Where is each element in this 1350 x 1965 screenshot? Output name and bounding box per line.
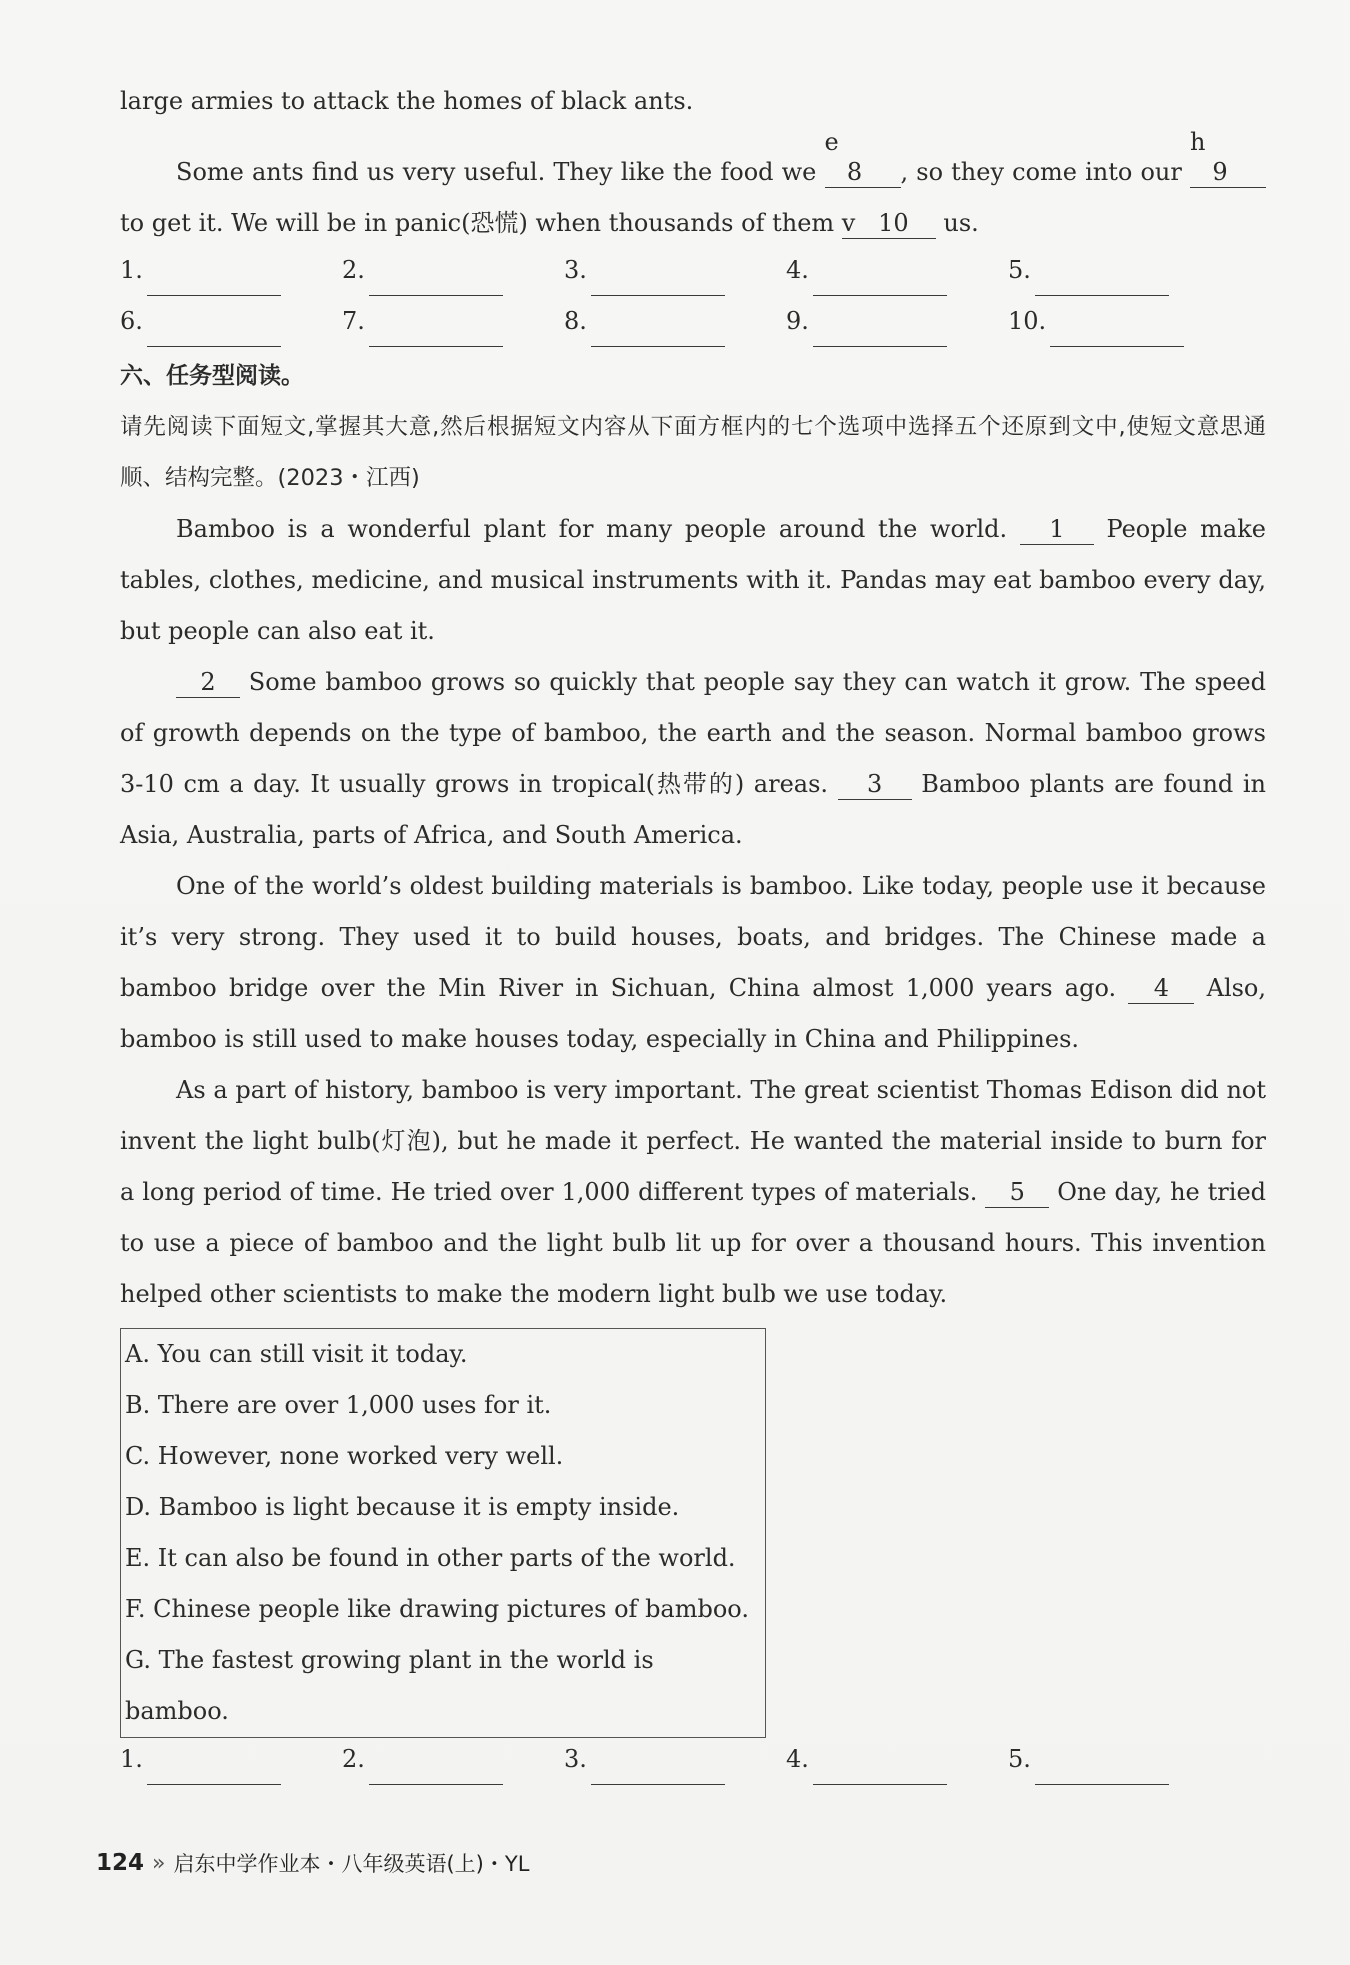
answer-number: 2. [342,1745,365,1773]
answer-cell [120,245,342,296]
answer-blank[interactable] [813,1760,947,1785]
gap-blank-5[interactable]: 5 [985,1177,1049,1208]
answer-blank[interactable] [813,271,947,296]
book-title: 启东中学作业本・八年级英语(上)・YL [173,1852,530,1876]
answer-blank[interactable] [369,271,503,296]
answer-cell [1008,296,1230,347]
page-content [120,76,1266,1789]
answer-number: 10. [1008,307,1047,335]
passage-paragraph [120,504,1266,657]
passage-paragraph [120,127,1266,249]
answer-row [120,249,1266,300]
answer-number: 7. [342,307,365,335]
answer-number: 1. [120,1745,143,1773]
answer-blank[interactable] [1035,271,1169,296]
passage-text: Also, bamboo is still used to make houses today, especially in China and Philippines. [120,974,1267,1053]
answer-blank[interactable] [591,271,725,296]
passage-paragraph [120,657,1266,861]
hint-blank-8[interactable] [825,127,901,188]
gap-blank-2[interactable]: 2 [176,667,240,698]
answer-cell [564,245,786,296]
answer-blank[interactable] [147,322,281,347]
blank-number: 9 [1212,158,1228,186]
hint-blank-9[interactable] [1190,127,1266,188]
option-item: C. However, none worked very well. [125,1442,564,1470]
answer-cell [786,1734,1008,1785]
answer-number: 8. [564,307,587,335]
section-instruction: 请先阅读下面短文,掌握其大意,然后根据短文内容从下面方框内的七个选项中选择五个还原到文中,使短文意思通顺、结构完整。(2023・江西) [120,414,1266,491]
answer-cell [786,296,1008,347]
option-item: A. You can still visit it today. [125,1340,468,1368]
answer-blank[interactable] [147,1760,281,1785]
answer-cell [786,245,1008,296]
page-number: 124 [96,1850,145,1876]
option-item: D. Bamboo is light because it is empty inside. [125,1493,680,1521]
answer-row [120,1738,1266,1789]
options-box [120,1328,766,1738]
answer-blank[interactable] [1050,322,1184,347]
answer-number: 1. [120,256,143,284]
answer-cell [342,296,564,347]
answer-cell [342,245,564,296]
passage-paragraph [120,1065,1266,1320]
passage-text: to get it. We will be in panic(恐慌) when thousands of them [120,209,842,237]
gap-blank-1[interactable]: 1 [1020,514,1094,545]
passage-text: Some ants find us very useful. They like the food we [176,158,825,186]
answer-number: 4. [786,1745,809,1773]
answer-blank[interactable] [1035,1760,1169,1785]
passage-text: Some bamboo grows so quickly that people say they can watch it grow. The speed of growth depends on the type of bamboo, the earth and the season. Normal bamboo grows 3-10 cm a day. It usually grows in tropical(热带的) areas. [120,668,1266,798]
answer-cell [564,296,786,347]
answer-blank[interactable] [813,322,947,347]
chevron-right-icon: » [152,1850,166,1876]
option-item: B. There are over 1,000 uses for it. [125,1391,552,1419]
section-heading: 六、任务型阅读。 [120,363,304,389]
passage-text: , so they come into our [900,158,1190,186]
option-item: E. It can also be found in other parts of the world. [125,1544,736,1572]
answer-cell [1008,245,1230,296]
answer-blank[interactable] [369,1760,503,1785]
answer-cell [120,1734,342,1785]
blank-number: 8 [846,158,863,186]
answer-blank[interactable] [147,271,281,296]
answer-blank[interactable] [591,322,725,347]
answer-number: 4. [786,256,809,284]
option-item: G. The fastest growing plant in the world is bamboo. [125,1646,654,1725]
option-item: F. Chinese people like drawing pictures of bamboo. [125,1595,749,1623]
answer-blank[interactable] [591,1760,725,1785]
answer-cell [1008,1734,1230,1785]
answer-cell [342,1734,564,1785]
answer-number: 2. [342,256,365,284]
gap-blank-4[interactable]: 4 [1128,973,1194,1004]
hint-letter: v [841,209,856,237]
blank-number: 10 [878,209,909,237]
gap-blank-3[interactable]: 3 [838,769,912,800]
page-footer [96,1848,529,1878]
answer-number: 6. [120,307,143,335]
answer-number: 3. [564,256,587,284]
hint-letter: e [824,128,839,156]
passage-text: Bamboo plants are found in Asia, Australia, parts of Africa, and South America. [120,770,1267,849]
hint-letter: h [1190,128,1206,156]
passage-text: One day, he tried to use a piece of bamboo and the light bulb lit up for over a thousand hours. This invention helped other scientists to make the modern light bulb we use today. [120,1178,1267,1308]
passage-text: People make tables, clothes, medicine, and musical instruments with it. Pandas may eat bamboo every day, but people can also eat it. [120,515,1266,645]
passage-text: As a part of history, bamboo is very important. The great scientist Thomas Edison did not invent the light bulb(灯泡), but he made it perfect. He wanted the material inside to burn for a long period of time. He tried over 1,000 different types of materials. [120,1076,1266,1206]
passage-text: us. [935,209,979,237]
answer-number: 5. [1008,1745,1031,1773]
passage-paragraph [120,861,1266,1065]
answer-number: 3. [564,1745,587,1773]
answer-cell [564,1734,786,1785]
answer-blank[interactable] [369,322,503,347]
answer-cell [120,296,342,347]
passage-text: One of the world’s oldest building materials is bamboo. Like today, people use it because it’s very strong. They used it to build houses, boats, and bridges. The Chinese made a bamboo bridge over the Min River in Sichuan, China almost 1,000 years ago. [120,872,1266,1002]
answer-number: 9. [786,307,809,335]
answer-row [120,300,1266,351]
answer-number: 5. [1008,256,1031,284]
passage-text: Bamboo is a wonderful plant for many people around the world. [176,515,1020,543]
passage-line: large armies to attack the homes of black ants. [120,87,694,115]
hint-blank-10[interactable] [842,208,936,239]
